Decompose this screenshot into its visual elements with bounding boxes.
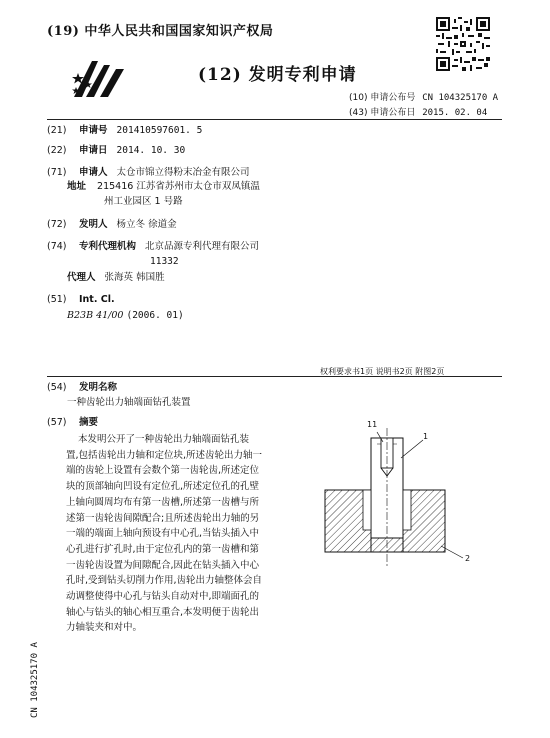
- publication-number-row: [349, 90, 498, 103]
- agency-row: (74) 专利代理机构 北京品源专利代理有限公司: [47, 241, 260, 252]
- application-number-row: (21) 申请号 201410597601. 5: [47, 125, 203, 136]
- address-line-1: 215416 江苏省苏州市太仓市双凤镇温: [97, 181, 260, 192]
- applicant-value: 太仓市锦立得粉末冶金有限公司: [116, 167, 250, 178]
- abstract-line: 置,包括齿轮出力轴和定位块,所述齿轮出力轴一: [66, 449, 263, 461]
- abstract-line: 块的顶部轴向凹设有定位孔,所述定位孔的孔壁: [66, 481, 260, 493]
- applicant-row: (71) 申请人 太仓市锦立得粉末冶金有限公司: [47, 167, 250, 178]
- agency-number: 11332: [150, 256, 179, 267]
- abstract-line: 一齿轮齿设置为间隙配合,因此在钻头插入中心: [66, 559, 260, 571]
- document-type-title: (12) 发明专利申请: [198, 65, 357, 85]
- abstract-line: 轴心与钻头的轴心相互重合,本发明便于齿轮出: [66, 606, 260, 618]
- abstract-line: 心孔进行扩孔时,由于定位孔内的第一齿槽和第: [66, 543, 260, 555]
- agents-value: 张海英 韩国胜: [104, 272, 165, 283]
- abstract-line: 动调整使得中心孔与钻头自动对中,即端面孔的: [66, 591, 260, 603]
- address-line-2: 州工业园区 1 号路: [104, 196, 183, 207]
- figure-label-1: 1: [423, 432, 429, 441]
- side-publication-code: CN 104325170 A: [30, 642, 40, 718]
- abstract-header: (57) 摘要: [47, 417, 99, 428]
- office-name: (19) 中华人民共和国国家知识产权局: [47, 24, 274, 39]
- abstract-text: [66, 432, 286, 636]
- abstract-line: 述第一齿轮齿间隙配合;且所述齿轮出力轴的另: [66, 512, 260, 524]
- agency-value: 北京品源专利代理有限公司: [145, 241, 260, 252]
- figure-label-2: 2: [465, 554, 471, 563]
- publication-date-value: 2015. 02. 04: [422, 108, 488, 118]
- int-cl-row: (51) Int. Cl.: [47, 294, 115, 305]
- abstract-line: 力轴装夹和对中。: [66, 622, 143, 634]
- publication-date-label: (43) 申请公布日: [349, 108, 416, 118]
- header-divider: [47, 119, 502, 120]
- abstract-line: 孔时,受到钻头切削力作用,齿轮出力轴整体会自: [66, 575, 263, 587]
- abstract-line: 一端的端面上轴向预设有中心孔,当钻头插入中: [66, 528, 260, 540]
- invention-name-header: (54) 发明名称: [47, 382, 118, 393]
- figure-label-11: 11: [367, 420, 378, 429]
- qr-code-icon: [436, 17, 490, 71]
- abstract-figure: [315, 418, 505, 578]
- int-cl-value: B23B 41/00: [67, 310, 124, 321]
- inventors-row: (72) 发明人 杨立冬 徐道金: [47, 219, 177, 230]
- abstract-line: 本发明公开了一种齿轮出力轴端面钻孔装: [78, 434, 250, 445]
- page-count-info: 权利要求书1页 说明书2页 附图2页: [320, 367, 445, 376]
- agents-row: 代理人 张海英 韩国胜: [67, 272, 165, 283]
- section-divider: [47, 376, 502, 377]
- int-cl-value-row: [67, 310, 184, 322]
- publication-number-value: CN 104325170 A: [422, 93, 499, 103]
- filing-date-value: 2014. 10. 30: [116, 145, 186, 156]
- cnipa-logo-icon: [68, 55, 128, 101]
- address-row: 地址 215416 江苏省苏州市太仓市双凤镇温: [67, 181, 260, 192]
- invention-name-value: 一种齿轮出力轴端面钻孔装置: [67, 397, 191, 408]
- publication-date-row: [349, 105, 487, 118]
- inventors-value: 杨立冬 徐道金: [116, 219, 177, 230]
- filing-date-row: (22) 申请日 2014. 10. 30: [47, 145, 186, 156]
- application-number-value: 201410597601. 5: [116, 125, 203, 136]
- publication-number-label: (10) 申请公布号: [349, 93, 416, 103]
- abstract-line: 上轴向圆周均布有第一齿槽,所述第一齿槽与所: [66, 496, 260, 508]
- int-cl-version: (2006. 01): [126, 310, 184, 321]
- abstract-line: 端的齿轮上设置有会数个第一齿轮齿,所述定位: [66, 465, 260, 477]
